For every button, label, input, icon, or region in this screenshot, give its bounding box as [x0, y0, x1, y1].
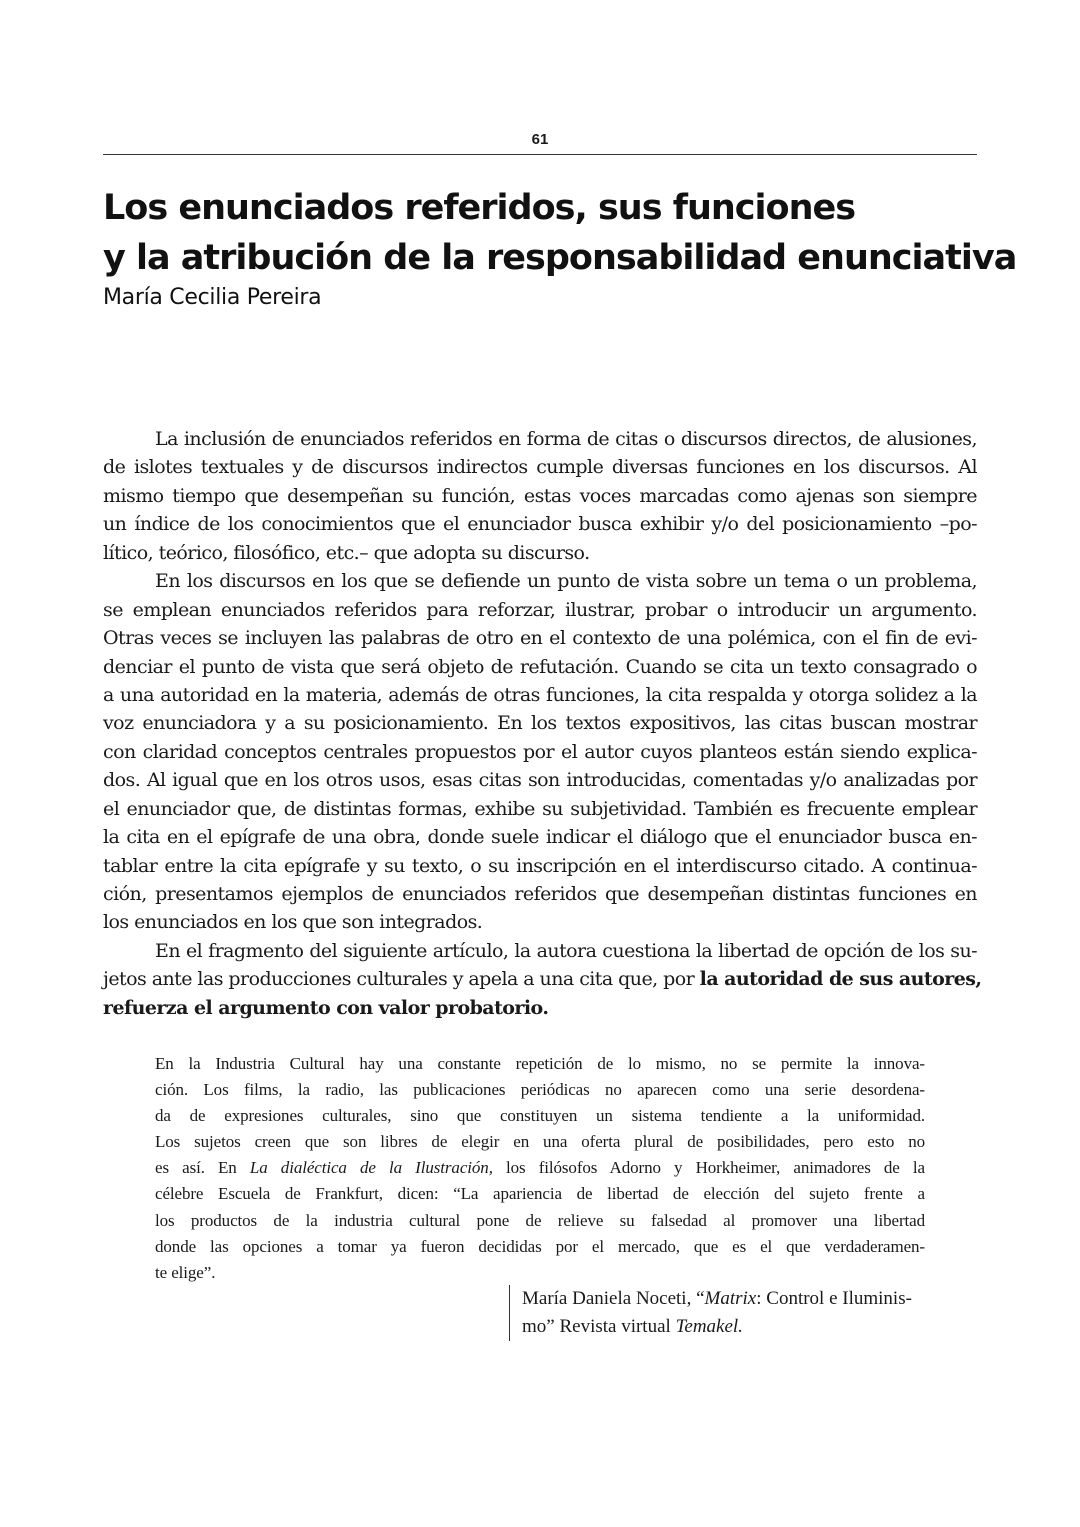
text-segment: donde las opciones a tomar ya fueron decididas por el mercado, que es el que verdaderamen-	[155, 1236, 925, 1256]
text-line	[103, 709, 977, 737]
text-segment: con claridad conceptos centrales propuestos por el autor cuyos planteos están siendo explica-	[103, 740, 977, 763]
text-line	[103, 681, 977, 709]
text-segment: a una autoridad en la materia, además de otras funciones, la cita respalda y otorga solidez a la	[103, 683, 977, 706]
text-line	[522, 1313, 978, 1341]
text-segment: En el fragmento del siguiente artículo, la autora cuestiona la libertad de opción de los su-	[155, 939, 977, 962]
text-segment: En la Industria Cultural hay una constante repetición de lo mismo, no se permite la innova-	[155, 1054, 925, 1073]
text-line	[522, 1285, 978, 1313]
body-text	[103, 425, 982, 1022]
text-segment: se emplean enunciados referidos para reforzar, ilustrar, probar o introducir un argumento.	[103, 598, 977, 621]
page-number: 61	[531, 131, 549, 148]
title-line: y la atribución de la responsabilidad enunciativa	[103, 238, 1017, 278]
text-segment: La dialéctica de la Ilustración,	[249, 1158, 493, 1178]
text-segment: ción. Los films, la radio, las publicaciones periódicas no aparecen como una serie desordena-	[155, 1080, 925, 1100]
text-segment: el enunciador que, de distintas formas, exhibe su subjetividad. También es frecuente emplear	[103, 797, 977, 820]
text-segment: María Daniela Noceti, “	[522, 1288, 705, 1309]
text-segment: En los discursos en los que se defiende un punto de vista sobre un tema o un problema,	[155, 570, 977, 593]
text-segment: Temakel.	[675, 1316, 743, 1337]
quote-source	[509, 1285, 978, 1341]
text-line	[155, 1129, 925, 1155]
text-segment: los productos de la industria cultural pone de relieve su falsedad al promover una libertad	[155, 1210, 925, 1230]
text-line	[103, 596, 977, 624]
text-segment: : Control e Iluminis-	[756, 1288, 912, 1309]
text-segment: Matrix	[704, 1288, 757, 1309]
text-segment: célebre Escuela de Frankfurt, dicen: “La apariencia de libertad de elección del sujeto frente a	[155, 1184, 925, 1204]
text-line	[103, 453, 977, 481]
text-line	[103, 908, 977, 936]
text-line	[103, 880, 977, 908]
text-segment: ción, presentamos ejemplos de enunciados referidos que desempeñan distintas funciones en	[103, 883, 977, 905]
text-line	[103, 766, 977, 794]
text-segment: La inclusión de enunciados referidos en forma de citas o discursos directos, de alusiones,	[155, 428, 977, 450]
text-segment: tablar entre la cita epígrafe y su texto, o su inscripción en el interdiscurso citado. A continua-	[103, 854, 977, 877]
text-line	[155, 1051, 925, 1077]
text-segment: te elige”.	[155, 1262, 216, 1282]
text-segment: Otras veces se incluyen las palabras de otro en el contexto de una polémica, con el fin de evi-	[103, 627, 977, 650]
text-line	[103, 653, 977, 681]
text-line	[155, 1208, 925, 1234]
text-segment: voz enunciadora y a su posicionamiento. En los textos expositivos, las citas buscan mostrar	[103, 712, 977, 735]
text-line	[103, 738, 977, 766]
text-segment: dos. Al igual que en los otros usos, esas citas son introducidas, comentadas y/o analizadas por	[103, 769, 977, 792]
text-segment: los enunciados en los que son integrados.	[103, 911, 483, 934]
text-segment: denciar el punto de vista que será objeto de refutación. Cuando se cita un texto consagrado o	[103, 655, 977, 678]
text-segment: jetos ante las producciones culturales y apela a una cita que, por	[103, 968, 700, 991]
text-line	[155, 1155, 925, 1181]
text-line	[103, 994, 977, 1022]
text-line	[103, 510, 977, 538]
text-segment: los filósofos Adorno y Horkheimer, animadores de la	[492, 1158, 925, 1178]
text-line	[103, 937, 977, 965]
chapter-title	[103, 183, 1016, 283]
text-line	[103, 425, 977, 453]
text-segment: Los sujetos creen que son libres de elegir en una oferta plural de posibilidades, pero esto no	[155, 1132, 925, 1152]
text-segment: mo” Revista virtual	[522, 1316, 676, 1337]
text-segment: da de expresiones culturales, sino que constituyen un sistema tendiente a la uniformidad.	[155, 1106, 925, 1126]
text-line	[103, 965, 982, 993]
text-line	[103, 823, 977, 851]
text-line	[103, 567, 977, 595]
text-segment: lítico, teórico, filosófico, etc.– que adopta su discurso.	[103, 541, 590, 564]
text-segment: refuerza el argumento con valor probatorio.	[103, 996, 549, 1019]
text-segment: la cita en el epígrafe de una obra, donde suele indicar el diálogo que el enunciador busca en-	[103, 826, 977, 849]
text-segment: un índice de los conocimientos que el enunciador busca exhibir y/o del posicionamiento –po-	[103, 513, 977, 536]
chapter-author: María Cecilia Pereira	[103, 285, 322, 310]
text-line	[155, 1181, 925, 1207]
text-segment: la autoridad de sus autores,	[699, 968, 982, 991]
title-line: Los enunciados referidos, sus funciones	[103, 188, 856, 228]
text-line	[103, 539, 977, 567]
text-segment: es así. En	[155, 1158, 250, 1178]
text-segment: mismo tiempo que desempeñan su función, estas voces marcadas como ajenas son siempre	[103, 484, 977, 507]
text-line	[155, 1103, 925, 1129]
text-line	[155, 1260, 925, 1286]
text-line	[103, 624, 977, 652]
text-line	[155, 1077, 925, 1103]
text-line	[103, 482, 977, 510]
text-line	[155, 1234, 925, 1260]
header-rule	[103, 154, 977, 155]
text-line	[103, 852, 977, 880]
block-quote	[155, 1051, 925, 1286]
text-segment: de islotes textuales y de discursos indirectos cumple diversas funciones en los discursos. Al	[103, 456, 977, 479]
text-line	[103, 795, 977, 823]
